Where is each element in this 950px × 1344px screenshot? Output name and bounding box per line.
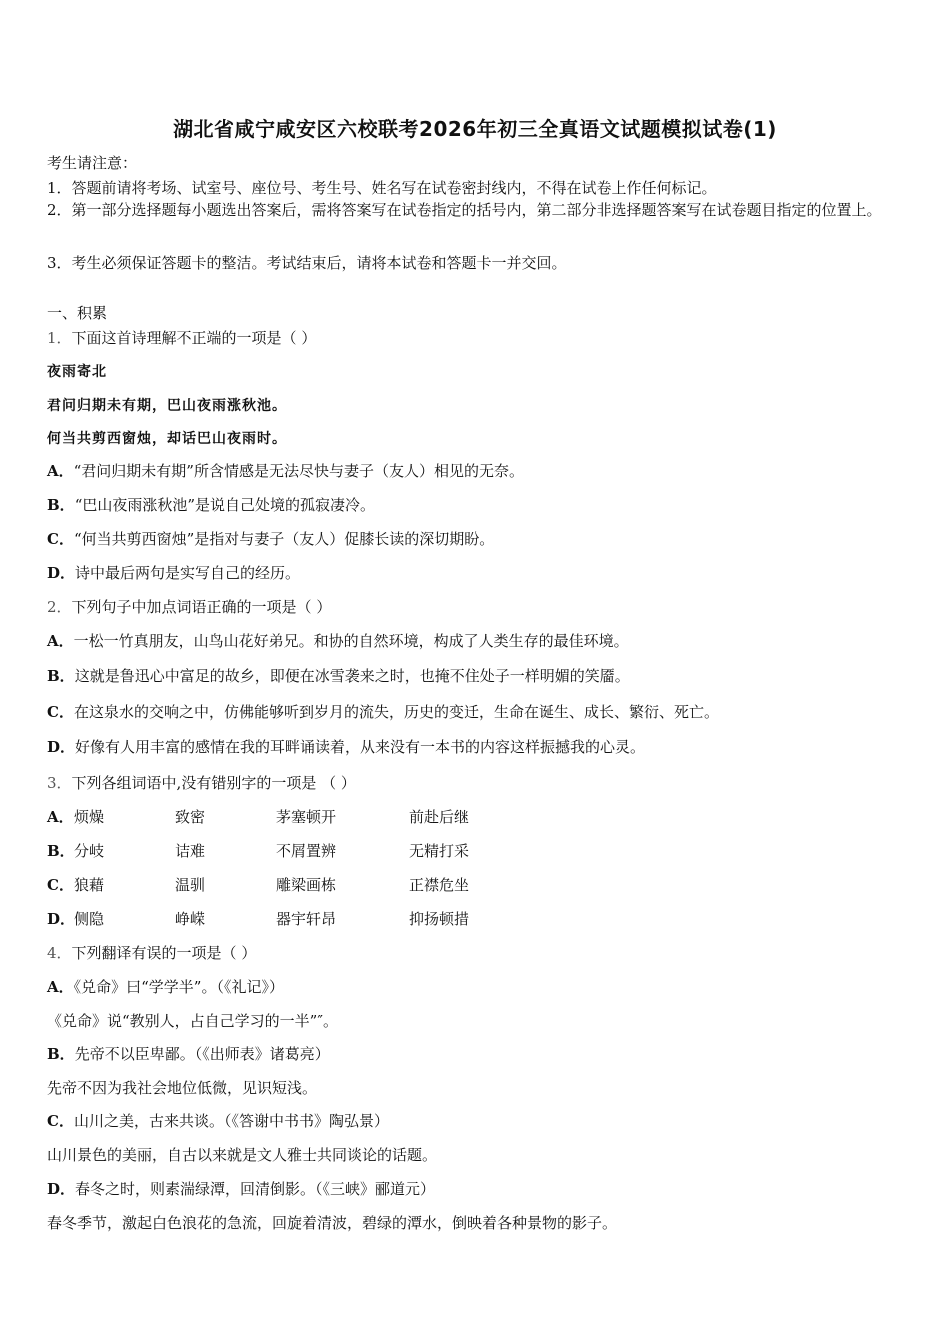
option-label: D．: [47, 738, 76, 756]
question-stem: [47, 596, 331, 617]
word: 不屑置辨: [276, 842, 337, 860]
word: 烦燥: [74, 808, 105, 826]
word: 温驯: [175, 876, 206, 894]
option-label: A．: [47, 462, 74, 480]
poem-line: 君问归期未有期，巴山夜雨涨秋池。: [47, 398, 287, 414]
option-text: “君问归期未有期”所含情感是无法尽快与妻子（友人）相见的无奈。: [73, 462, 524, 480]
option-c: [47, 701, 719, 722]
translation: 《兑命》说“教别人，占自己学习的一半”″。: [47, 1012, 338, 1030]
option-label: A．: [47, 808, 74, 826]
option-text: 《兑命》曰“学学半”。（《礼记》）: [73, 978, 284, 996]
option-c: [47, 1110, 389, 1131]
option-label: C．: [47, 876, 74, 894]
option-a: [47, 976, 284, 997]
option-text: 这就是鲁迅心中富足的故乡，即便在冰雪袭来之时，也掩不住处子一样明媚的笑靥。: [74, 667, 630, 685]
option-label: C．: [47, 703, 74, 721]
option-b: [47, 665, 630, 686]
option-text: 一松一竹真朋友，山鸟山花好弟兄。和协的自然环境，构成了人类生存的最佳环境。: [73, 632, 629, 650]
option-text: 诗中最后两句是实写自己的经历。: [75, 564, 301, 582]
word: 侧隐: [74, 910, 105, 928]
option-text: “巴山夜雨涨秋池”是说自己处境的孤寂凄冷。: [74, 496, 376, 514]
word: 器宇轩昂: [276, 910, 337, 928]
word: 致密: [175, 808, 206, 826]
option-a: [47, 630, 629, 651]
option-label: A．: [47, 978, 74, 996]
note-item: 3．考生必须保证答题卡的整洁。考试结束后，请将本试卷和答题卡一并交回。: [47, 254, 567, 272]
option-text: 好像有人用丰富的感情在我的耳畔诵读着，从来没有一本书的内容这样振撼我的心灵。: [75, 738, 646, 756]
question-text: 下列翻译有误的一项是（ ）: [71, 944, 257, 962]
option-label: B．: [47, 496, 75, 514]
poem-line: 何当共剪西窗烛，却话巴山夜雨时。: [47, 431, 287, 447]
word: 峥嵘: [175, 910, 206, 928]
word: 正襟危坐: [409, 876, 470, 894]
poem-title: 夜雨寄北: [47, 364, 107, 380]
word: 雕梁画栋: [276, 876, 337, 894]
option-b: [47, 1043, 330, 1064]
option-label: D．: [47, 1180, 76, 1198]
option-label: C．: [47, 1112, 74, 1130]
option-text: 山川之美，古来共谈。（《答谢中书书》陶弘景）: [73, 1112, 389, 1130]
option-label: B．: [47, 842, 75, 860]
notes-heading: 考生请注意：: [47, 154, 138, 172]
option-text: “何当共剪西窗烛”是指对与妻子（友人）促膝长读的深切期盼。: [73, 530, 495, 548]
word: 抑扬顿措: [409, 910, 470, 928]
option-c: [47, 528, 494, 549]
word: 无精打采: [409, 842, 470, 860]
option-label: B．: [47, 1045, 75, 1063]
translation: 山川景色的美丽，自古以来就是文人雅士共同谈论的话题。: [47, 1146, 438, 1164]
option-b: [47, 494, 375, 515]
option-a: [47, 460, 524, 481]
word: 狼藉: [74, 876, 105, 894]
question-number: 3．: [47, 774, 72, 792]
option-label: B．: [47, 667, 75, 685]
question-number: 1．: [47, 329, 72, 347]
section-title: 一、积累: [47, 304, 108, 322]
question-stem: [47, 772, 356, 793]
option-d: [47, 736, 645, 757]
question-stem: [47, 942, 256, 963]
word: 前赴后继: [409, 808, 470, 826]
option-label: D．: [47, 564, 76, 582]
question-number: 4．: [47, 944, 72, 962]
option-label: A．: [47, 632, 74, 650]
note-item: 1．答题前请将考场、试室号、座位号、考生号、姓名写在试卷密封线内，不得在试卷上作任何标记。: [47, 179, 717, 197]
word: 茅塞顿开: [276, 808, 337, 826]
note-item: 2．第一部分选择题每小题选出答案后，需将答案写在试卷指定的括号内，第二部分非选择题答案写在试卷题目指定的位置上。: [47, 201, 882, 219]
option-label: C．: [47, 530, 74, 548]
translation: 春冬季节，激起白色浪花的急流，回旋着清波，碧绿的潭水，倒映着各种景物的影子。: [47, 1214, 618, 1232]
translation: 先帝不因为我社会地位低微，见识短浅。: [47, 1079, 318, 1097]
word: 分岐: [74, 842, 105, 860]
option-text: 在这泉水的交响之中，仿佛能够听到岁月的流失，历史的变迁，生命在诞生、成长、繁衍、死亡。: [73, 703, 719, 721]
option-text: 春冬之时，则素湍绿潭，回清倒影。（《三峡》郦道元）: [75, 1180, 436, 1198]
option-d: [47, 562, 300, 583]
word: 诘难: [175, 842, 206, 860]
question-stem: [47, 327, 316, 348]
page-title: 湖北省咸宁咸安区六校联考2026年初三全真语文试题模拟试卷(1): [173, 117, 777, 141]
option-d: [47, 1178, 435, 1199]
question-text: 下面这首诗理解不正端的一项是（ ）: [71, 329, 317, 347]
question-text: 下列各组词语中,没有错别字的一项是 （ ）: [71, 774, 356, 792]
question-text: 下列句子中加点词语正确的一项是（ ）: [71, 598, 332, 616]
question-number: 2．: [47, 598, 72, 616]
option-label: D．: [47, 910, 76, 928]
option-text: 先帝不以臣卑鄙。（《出师表》诸葛亮）: [74, 1045, 330, 1063]
